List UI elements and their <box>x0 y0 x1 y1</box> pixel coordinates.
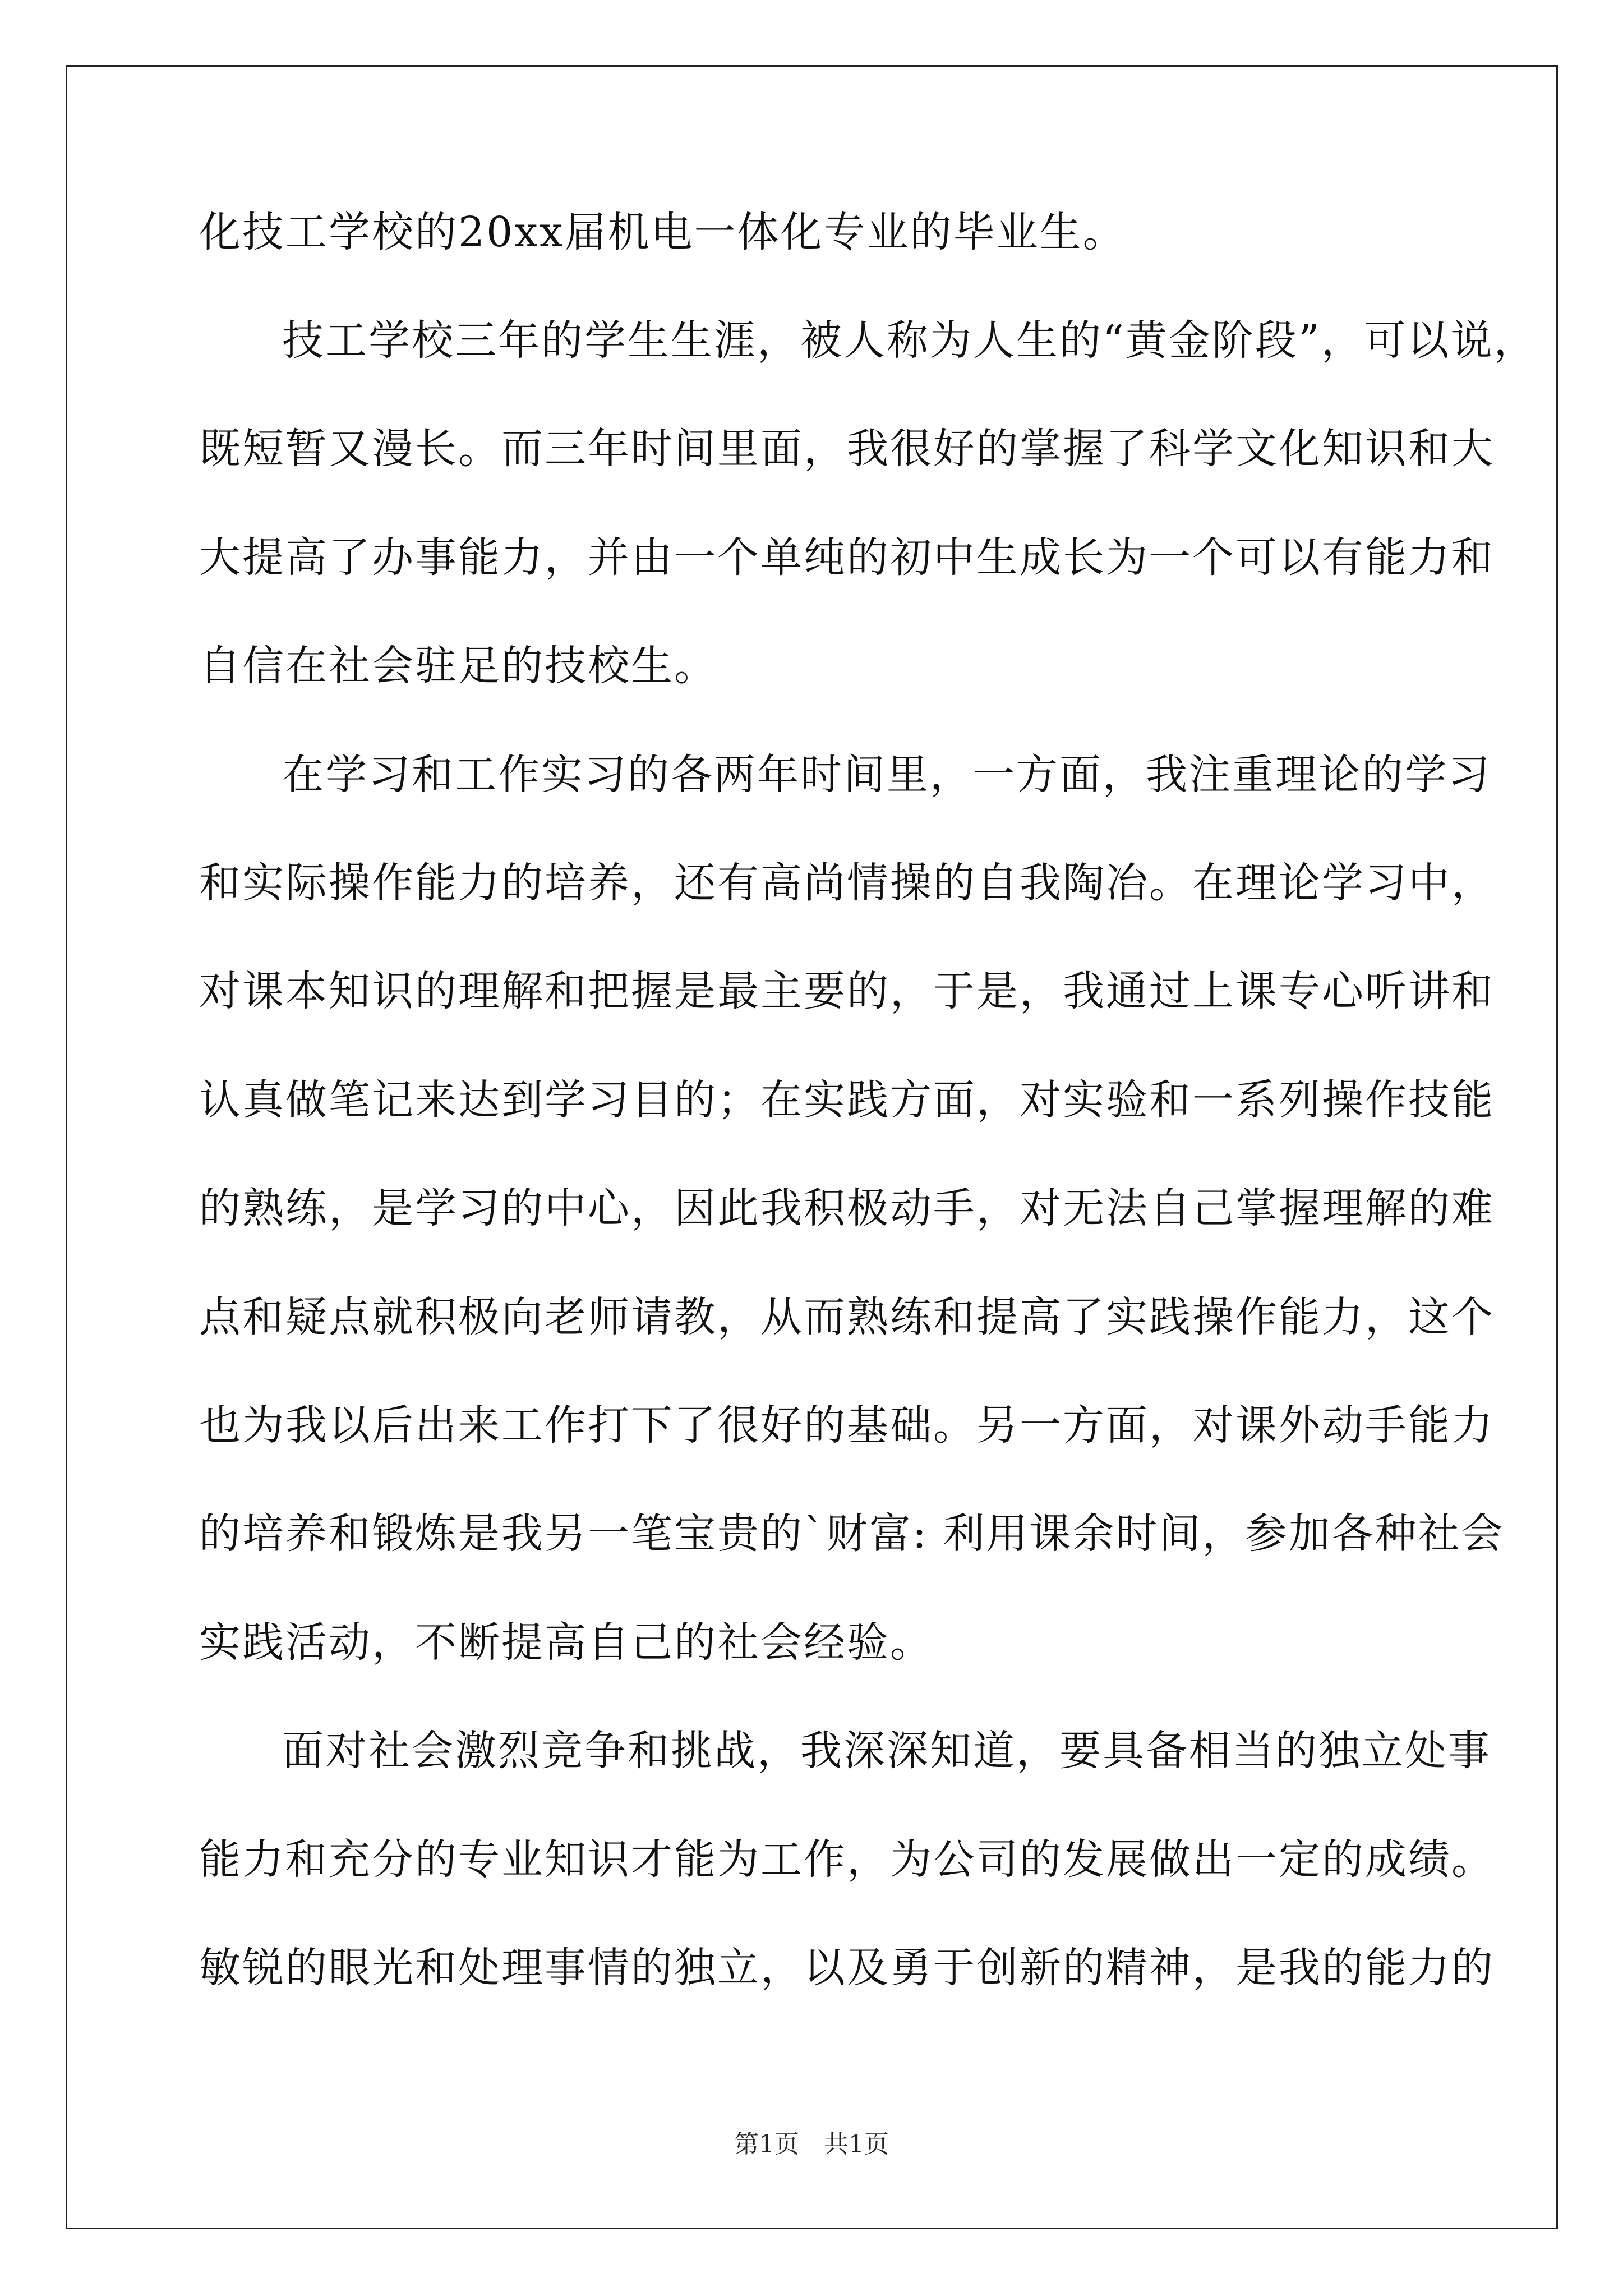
text-line: 对课本知识的理解和把握是最主要的，于是，我通过上课专心听讲和 <box>199 967 1495 1015</box>
text-line: 和实际操作能力的培养，还有高尚情操的自我陶冶。在理论学习中， <box>199 859 1495 907</box>
text-line: 化技工学校的20xx届机电一体化专业的毕业生。 <box>199 208 1126 256</box>
text-line: 认真做笔记来达到学习目的；在实践方面，对实验和一系列操作技能 <box>199 1076 1495 1124</box>
page-number: 第1页 共1页 <box>734 2130 889 2159</box>
text-line: 点和疑点就积极向老师请教，从而熟练和提高了实践操作能力，这个 <box>199 1293 1495 1341</box>
text-line: 既短暂又漫长。而三年时间里面，我很好的掌握了科学文化知识和大 <box>199 425 1495 473</box>
text-line: 大提高了办事能力，并由一个单纯的初中生成长为一个可以有能力和 <box>199 533 1495 582</box>
text-line: 敏锐的眼光和处理事情的独立，以及勇于创新的精神，是我的能力的 <box>199 1944 1495 1992</box>
text-line: 也为我以后出来工作打下了很好的基础。另一方面，对课外动手能力 <box>199 1401 1495 1450</box>
text-line: 能力和充分的专业知识才能为工作，为公司的发展做出一定的成绩。 <box>199 1835 1495 1884</box>
text-line: 的熟练，是学习的中心，因此我积极动手，对无法自己掌握理解的难 <box>199 1184 1495 1232</box>
text-line: 技工学校三年的学生生涯，被人称为人生的“黄金阶段”，可以说， <box>282 316 1537 365</box>
page-frame <box>66 65 1558 2229</box>
text-line: 实践活动，不断提高自己的社会经验。 <box>199 1618 933 1667</box>
text-line: 在学习和工作实习的各两年时间里，一方面，我注重理论的学习 <box>282 751 1491 799</box>
text-line: 面对社会激烈竞争和挑战，我深深知道，要具备相当的独立处事 <box>282 1727 1491 1775</box>
text-line: 的培养和锻炼是我另一笔宝贵的`财富: 利用课余时间，参加各种社会 <box>199 1510 1505 1558</box>
text-line: 自信在社会驻足的技校生。 <box>199 642 717 690</box>
